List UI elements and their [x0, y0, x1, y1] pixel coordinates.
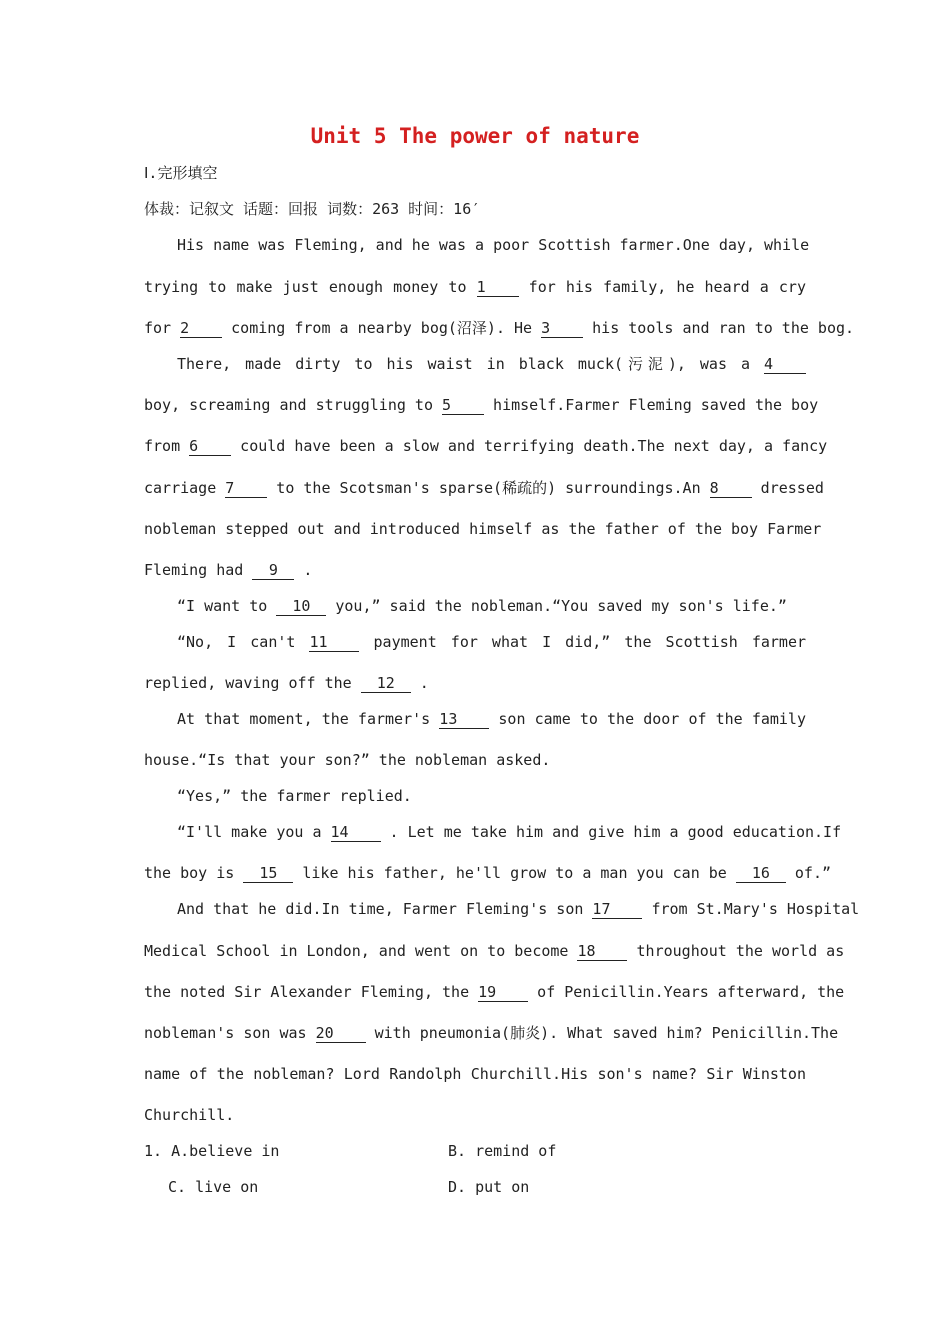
blank-18: 18	[577, 943, 627, 961]
passage-line	[144, 560, 312, 580]
passage-line	[177, 235, 810, 255]
passage-text: “Yes,” the farmer replied.	[177, 787, 412, 805]
passage-text: from	[144, 437, 190, 455]
passage-line	[144, 982, 845, 1002]
passage-text: nobleman stepped out and introduced himself as the father of the boy Farmer	[144, 520, 822, 538]
passage-text: dressed	[751, 479, 824, 497]
blank-14: 14	[331, 824, 381, 842]
passage-line	[144, 318, 855, 338]
passage-text: payment for what I did,” the Scottish farmer	[359, 633, 807, 651]
passage-line	[144, 1023, 839, 1043]
passage-text: “I want to	[177, 597, 277, 615]
passage-line	[144, 1064, 806, 1084]
passage-text: for	[144, 319, 181, 337]
passage-text: .	[410, 674, 429, 692]
blank-1: 1	[477, 279, 519, 297]
blank-6: 6	[189, 438, 231, 456]
passage-text: trying to make just enough money to	[144, 278, 477, 296]
passage-text: of Penicillin.Years afterward, the	[528, 983, 845, 1001]
passage-text: you,” said the nobleman.“You saved my son's life.”	[326, 597, 787, 615]
passage-line	[144, 941, 845, 961]
passage-line	[177, 899, 860, 919]
passage-text: son came to the door of the family	[489, 710, 806, 728]
passage-line	[144, 1105, 234, 1125]
blank-16: 16	[736, 865, 786, 883]
blank-9: 9	[252, 562, 294, 580]
blank-19: 19	[478, 984, 528, 1002]
page-title: Unit 5 The power of nature	[310, 124, 640, 148]
question-number: 1.	[144, 1142, 163, 1160]
passage-text: coming from a nearby bog(沼泽). He	[222, 319, 542, 337]
passage-line	[177, 596, 787, 616]
blank-15: 15	[243, 865, 293, 883]
passage-text: the noted Sir Alexander Fleming, the	[144, 983, 479, 1001]
passage-text: from St.Mary's Hospital	[642, 900, 860, 918]
passage-line	[144, 395, 819, 415]
passage-text: for his family, he heard a cry	[518, 278, 806, 296]
passage-line	[177, 632, 806, 652]
blank-11: 11	[309, 634, 359, 652]
passage-line	[144, 436, 828, 456]
blank-10: 10	[276, 598, 326, 616]
passage-text: . Let me take him and give him a good education.If	[380, 823, 842, 841]
passage-text: the boy is	[144, 864, 244, 882]
passage-text: like his father, he'll grow to a man you can be	[293, 864, 736, 882]
passage-line	[144, 750, 550, 770]
passage-text: carriage	[144, 479, 226, 497]
option-a: A.believe in	[171, 1142, 280, 1160]
passage-text: of.”	[785, 864, 832, 882]
blank-17: 17	[592, 901, 642, 919]
passage-text: name of the nobleman? Lord Randolph Churchill.His son's name? Sir Winston	[144, 1065, 806, 1083]
passage-text: “No, I can't	[177, 633, 310, 651]
passage-text: throughout the world as	[627, 942, 845, 960]
passage-text: himself.Farmer Fleming saved the boy	[484, 396, 819, 414]
blank-4: 4	[764, 356, 806, 374]
question-1	[144, 1141, 279, 1161]
blank-3: 3	[541, 320, 583, 338]
passage-text: Churchill.	[144, 1106, 235, 1124]
passage-line	[177, 354, 806, 374]
passage-line	[144, 277, 806, 297]
blank-20: 20	[316, 1025, 366, 1043]
passage-text: could have been a slow and terrifying death.The next day, a fancy	[231, 437, 828, 455]
passage-text: His name was Fleming, and he was a poor Scottish farmer.One day, while	[177, 236, 810, 254]
passage-line	[177, 709, 806, 729]
passage-text: replied, waving off the	[144, 674, 361, 692]
option-b: B. remind of	[448, 1142, 557, 1160]
blank-8: 8	[710, 480, 752, 498]
passage-text: to the Scotsman's sparse(稀疏的) surroundings.An	[267, 479, 710, 497]
passage-line	[177, 786, 412, 806]
passage-text: There, made dirty to his waist in black muck(污泥), was a	[177, 355, 764, 373]
passage-line	[144, 673, 429, 693]
passage-text: his tools and ran to the bog.	[583, 319, 855, 337]
passage-line	[144, 478, 824, 498]
blank-5: 5	[442, 397, 484, 415]
passage-text: At that moment, the farmer's	[177, 710, 440, 728]
passage-line	[144, 863, 831, 883]
passage-text: And that he did.In time, Farmer Fleming's son	[177, 900, 593, 918]
passage-info: 体裁：记叙文 话题：回报 词数：263 时间：16′	[144, 200, 481, 218]
passage-text: “I'll make you a	[177, 823, 331, 841]
blank-13: 13	[439, 711, 489, 729]
blank-7: 7	[225, 480, 267, 498]
option-d: D. put on	[448, 1178, 530, 1196]
section-heading: Ⅰ.完形填空	[144, 164, 218, 182]
passage-text: Fleming had	[144, 561, 253, 579]
blank-2: 2	[180, 320, 222, 338]
passage-text: nobleman's son was	[144, 1024, 316, 1042]
passage-line	[144, 519, 822, 539]
passage-line	[177, 822, 842, 842]
passage-text: house.“Is that your son?” the nobleman asked.	[144, 751, 551, 769]
passage-text: with pneumonia(肺炎). What saved him? Penicillin.The	[365, 1024, 839, 1042]
passage-text: Medical School in London, and went on to become	[144, 942, 578, 960]
passage-text: .	[294, 561, 313, 579]
option-c: C. live on	[168, 1178, 259, 1196]
blank-12: 12	[361, 675, 411, 693]
passage-text: boy, screaming and struggling to	[144, 396, 443, 414]
